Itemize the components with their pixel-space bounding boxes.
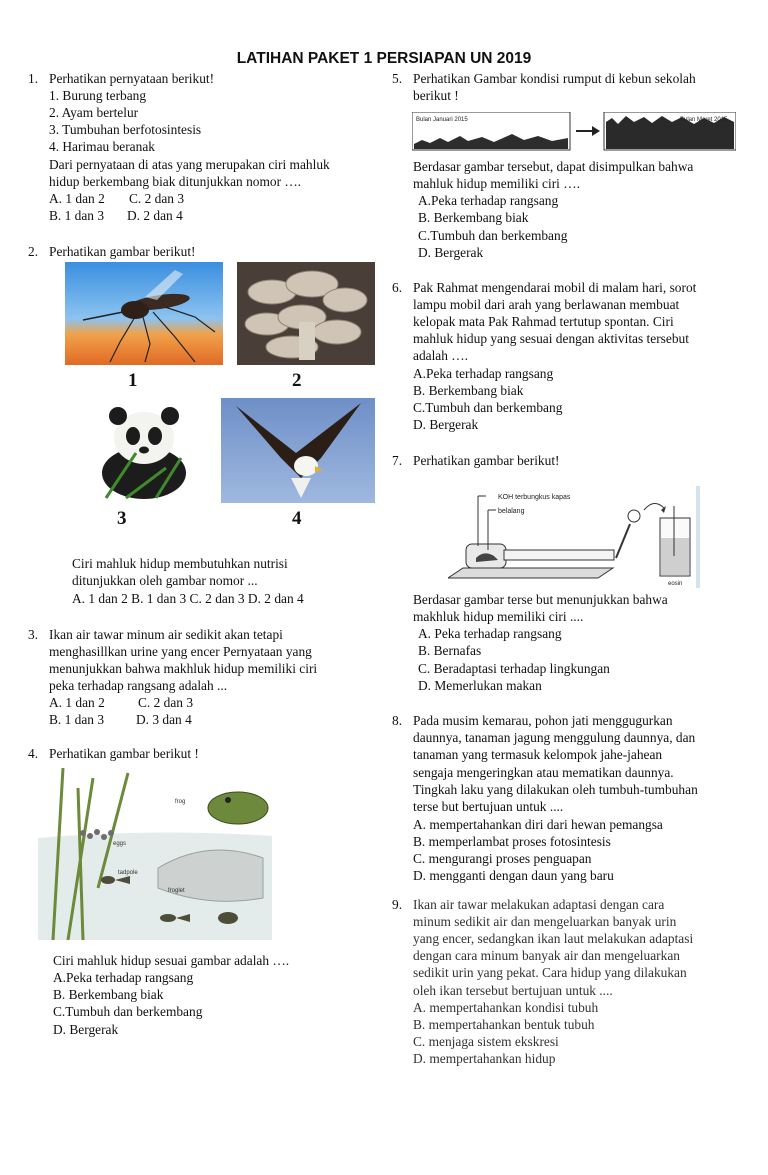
question-stem: Perhatikan gambar berikut! — [49, 244, 196, 259]
option-b: B. memperlambat proses fotosintesis — [413, 834, 611, 849]
question-text: Pada musim kemarau, pohon jati menggugurkan — [413, 713, 673, 728]
option-c: C. 2 dan 3 — [138, 695, 194, 710]
question-text: Perhatikan Gambar kondisi rumput di kebun sekolah — [413, 71, 696, 86]
option-b: B. 1 dan 3 — [49, 208, 105, 223]
froglet-label: froglet — [168, 888, 185, 894]
after-label: Bulan Maret 2015 — [680, 117, 728, 123]
question-text: menghasillkan urine yang encer Pernyataan yang — [49, 644, 312, 659]
option-d: D. 2 dan 4 — [127, 208, 183, 223]
question-text: sengaja mengeringkan atau mematikan daunnya. — [413, 765, 674, 780]
question-text: Ciri mahluk hidup membutuhkan nutrisi — [72, 556, 288, 571]
question-number: 5. — [392, 71, 403, 86]
question-stem: Perhatikan gambar berikut! — [413, 453, 560, 468]
option-d: D. mempertahankan hidup — [413, 1051, 556, 1066]
question-text: ditunjukkan oleh gambar nomor ... — [72, 573, 258, 588]
option-d: D. 3 dan 4 — [136, 712, 192, 727]
options: A. 1 dan 2 B. 1 dan 3 C. 2 dan 3 D. 2 dan 4 — [72, 591, 304, 606]
mushroom-image — [237, 262, 375, 365]
statement-item: 3. Tumbuhan berfotosintesis — [49, 122, 202, 137]
question-text: Ikan air tawar minum air sedikit akan tetapi — [49, 627, 283, 642]
option-a: A.Peka terhadap rangsang — [418, 193, 559, 208]
option-a: A.Peka terhadap rangsang — [53, 970, 194, 985]
before-label: Bulan Januari 2015 — [416, 117, 468, 123]
question-text: dengan cara minum banyak air dan mengeluarkan — [413, 948, 680, 963]
page-title: LATIHAN PAKET 1 PERSIAPAN UN 2019 — [236, 50, 532, 67]
option-b: B. Berkembang biak — [53, 987, 164, 1002]
question-text: Dari pernyataan di atas yang merupakan ciri mahluk — [49, 157, 330, 172]
eggs-label: eggs — [113, 841, 127, 847]
option-b: B. Bernafas — [418, 643, 482, 658]
question-number: 9. — [392, 897, 403, 912]
mosquito-image — [65, 262, 223, 365]
question-text: Berdasar gambar terse but menunjukkan bahwa — [413, 592, 668, 607]
question-text: Tingkah laku yang dilakukan oleh tumbuh-tumbuhan — [413, 782, 698, 797]
option-c: C. menjaga sistem ekskresi — [413, 1034, 559, 1049]
question-text: hidup berkembang biak ditunjukkan nomor …. — [49, 174, 302, 189]
question-text: daunnya, tanaman jagung menggulung daunnya, dan — [413, 730, 696, 745]
question-text: lampu mobil dari arah yang berlawanan membuat — [413, 297, 680, 312]
question-text: makhluk hidup memiliki ciri .... — [413, 609, 584, 624]
option-b: B. 1 dan 3 — [49, 712, 105, 727]
option-a: A. mempertahankan kondisi tubuh — [413, 1000, 599, 1015]
question-number: 2. — [28, 244, 39, 259]
option-d: D. Bergerak — [418, 245, 484, 260]
question-number: 3. — [28, 627, 39, 642]
option-c: C.Tumbuh dan berkembang — [413, 400, 563, 415]
belalang-label: belalang — [498, 508, 525, 515]
question-text: menunjukkan bahwa makhluk hidup memiliki ciri — [49, 661, 318, 676]
option-b: B. mempertahankan bentuk tubuh — [413, 1017, 595, 1032]
question-stem: Perhatikan gambar berikut ! — [49, 746, 199, 761]
question-number: 7. — [392, 453, 403, 468]
option-a: A. 1 dan 2 — [49, 191, 105, 206]
tadpole-label: tadpole — [118, 870, 138, 876]
question-text: Ikan air tawar melakukan adaptasi dengan cara — [413, 897, 665, 912]
question-text: oleh ikan tersebut bertujuan untuk .... — [413, 983, 613, 998]
question-text: Berdasar gambar tersebut, dapat disimpulkan bahwa — [413, 159, 694, 174]
eosin-label: eosin — [668, 581, 683, 587]
eagle-image — [221, 398, 375, 503]
question-number: 8. — [392, 713, 403, 728]
question-text: kelopak mata Pak Rahmad tertutup spontan. Ciri — [413, 314, 674, 329]
image-label-3: 3 — [117, 508, 127, 529]
option-d: D. Bergerak — [53, 1022, 119, 1037]
statement-item: 2. Ayam bertelur — [49, 105, 139, 120]
question-number: 4. — [28, 746, 39, 761]
option-d: D. Bergerak — [413, 417, 479, 432]
image-label-4: 4 — [292, 508, 302, 529]
question-text: Pak Rahmat mengendarai mobil di malam hari, sorot — [413, 280, 697, 295]
question-stem: Perhatikan pernyataan berikut! — [49, 71, 215, 86]
statement-item: 1. Burung terbang — [49, 88, 147, 103]
respirometer-image — [448, 486, 704, 588]
image-label-2: 2 — [292, 370, 302, 391]
option-d: D. Memerlukan makan — [418, 678, 542, 693]
question-text: berikut ! — [413, 88, 459, 103]
option-b: B. Berkembang biak — [418, 210, 529, 225]
grass-comparison-image — [412, 112, 736, 152]
question-text: mahluk hidup memiliki ciri …. — [413, 176, 580, 191]
question-text: peka terhadap rangsang adalah ... — [49, 678, 228, 693]
option-a: A. Peka terhadap rangsang — [418, 626, 562, 641]
option-c: C.Tumbuh dan berkembang — [418, 228, 568, 243]
option-b: B. Berkembang biak — [413, 383, 524, 398]
question-number: 6. — [392, 280, 403, 295]
question-text: minum sedikit air dan mengeluarkan banyak urin — [413, 914, 677, 929]
option-a: A.Peka terhadap rangsang — [413, 366, 554, 381]
option-c: C. Beradaptasi terhadap lingkungan — [418, 661, 610, 676]
image-label-1: 1 — [128, 370, 138, 391]
option-c: C. 2 dan 3 — [129, 191, 185, 206]
frog-label: frog — [175, 799, 186, 805]
question-text: mahluk hidup yang sesuai dengan aktivitas tersebut — [413, 331, 689, 346]
option-a: A. 1 dan 2 — [49, 695, 105, 710]
question-text: sedikit urin yang pekat. Cara hidup yang dilakukan — [413, 965, 687, 980]
question-text: yang encer, sedangkan ikan laut melakukan adaptasi — [413, 931, 694, 946]
option-a: A. mempertahankan diri dari hewan pemangsa — [413, 817, 663, 832]
question-text: tanaman yang termasuk kelompok jahe-jahean — [413, 747, 663, 762]
option-c: C.Tumbuh dan berkembang — [53, 1004, 203, 1019]
frog-life-cycle-image — [38, 768, 272, 940]
option-c: C. mengurangi proses penguapan — [413, 851, 592, 866]
koh-label: KOH terbungkus kapas — [498, 494, 571, 501]
question-text: terse but bertujuan untuk .... — [413, 799, 564, 814]
panda-image — [96, 398, 192, 500]
question-text: adalah …. — [413, 348, 469, 363]
question-text: Ciri mahluk hidup sesuai gambar adalah …. — [53, 953, 290, 968]
option-d: D. mengganti dengan daun yang baru — [413, 868, 614, 883]
question-number: 1. — [28, 71, 39, 86]
statement-item: 4. Harimau beranak — [49, 139, 155, 154]
